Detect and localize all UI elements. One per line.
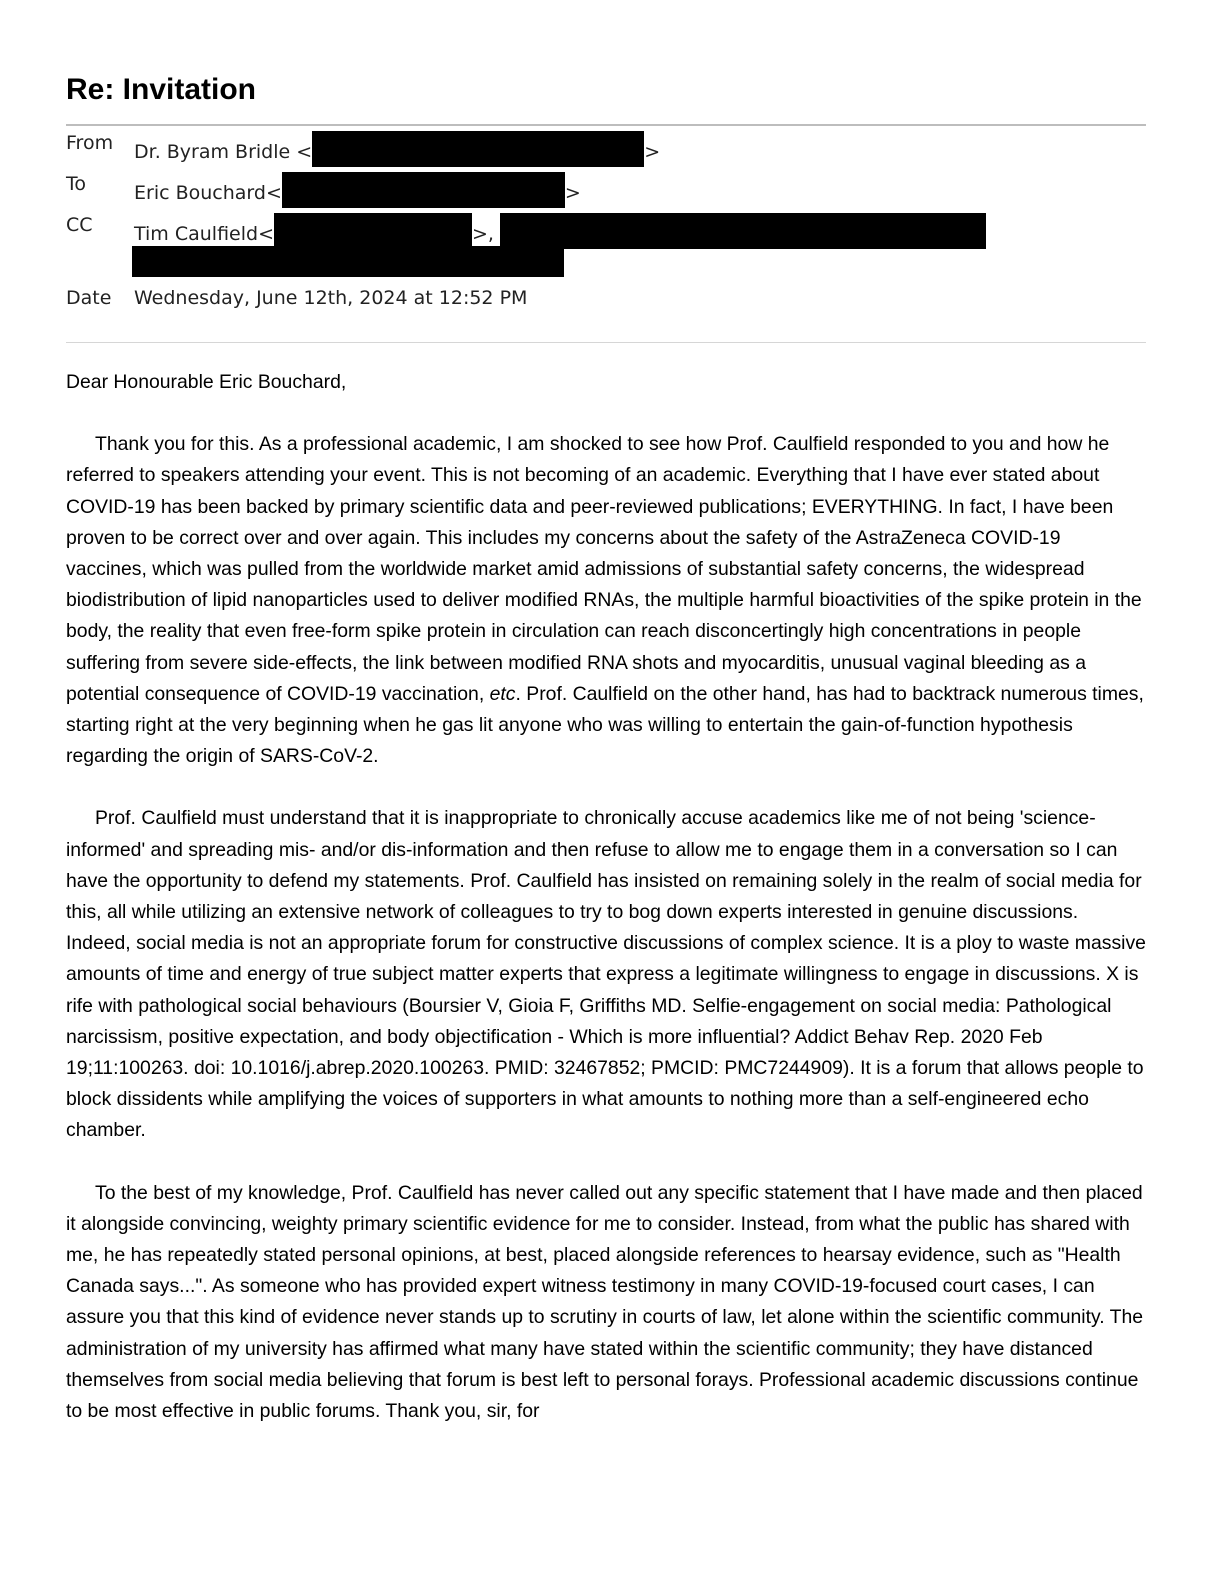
cc-name: Tim Caulfield (134, 223, 259, 245)
cc-bracket-open: < (258, 223, 274, 245)
redaction-cc-email-3 (132, 246, 564, 277)
redaction-to-email (282, 172, 565, 208)
salutation: Dear Honourable Eric Bouchard, (66, 371, 347, 393)
cc-value (134, 213, 986, 249)
redaction-cc-email-1 (274, 213, 472, 249)
to-value (134, 172, 581, 208)
from-name: Dr. Byram Bridle (134, 141, 291, 163)
body-paragraph-2: Prof. Caulfield must understand that it is inappropriate to chronically accuse academics like me of not being 'science-informed' and spreading mis- and/or dis-information and then refuse to allow me to engage them in a conversation so I can have the opportunity to defend my statements. Prof. Caulfield has insisted on remaining solely in the realm of social media for this, all while utilizing an extensive network of colleagues to try to bog down experts interested in genuine discussions. Indeed, social media is not an appropriate forum for constructive discussions of complex science. It is a ploy to waste massive amounts of time and energy of true subject matter experts that express a legitimate willingness to engage in discussions. X is rife with pathological social behaviours (Boursier V, Gioia F, Griffiths MD. Selfie-engagement on social media: Pathological narcissism, positive expectation, and body objectification - Which is more influential? Addict Behav Rep. 2020 Feb 19;11:100263. doi: 10.1016/j.abrep.2020.100263. PMID: 32467852; PMCID: PMC7244909). It is a forum that allows people to block dissidents while amplifying the voices of supporters in what amounts to nothing more than a self-engineered echo chamber. (66, 807, 1146, 1142)
body-paragraph-1 (66, 429, 1146, 772)
date-row (66, 281, 1146, 322)
from-value (134, 131, 660, 167)
to-label: To (66, 173, 87, 195)
paragraph-1-emphasis: etc (489, 682, 516, 705)
email-subject: Re: Invitation (66, 73, 257, 106)
email-body (66, 367, 1146, 1427)
redaction-cc-email-2 (500, 213, 986, 249)
to-name: Eric Bouchard (134, 182, 266, 204)
paragraph-1-text: Thank you for this. As a professional academic, I am shocked to see how Prof. Caulfield responded to you and how he referred to speakers attending your event. This is not becoming of an academic. Everything that I have ever stated about COVID-19 has been backed by primary scientific data and peer-reviewed publications; EVERYTHING. In fact, I have been proven to be correct over and over again. This includes my concerns about the safety of the AstraZeneca COVID-19 vaccines, which was pulled from the worldwide market amid admissions of substantial safety concerns, the widespread biodistribution of lipid nanoparticles used to deliver modified RNAs, the multiple harmful bioactivities of the spike protein in the body, the reality that even free-form spike protein in circulation can reach disconcertingly high concentrations in people suffering from severe side-effects, the link between modified RNA shots and myocarditis, unusual vaginal bleeding as a potential consequence of COVID-19 vaccination, (66, 433, 1142, 705)
header-divider-bottom (66, 342, 1146, 343)
date-label: Date (66, 287, 112, 309)
to-bracket-close: > (564, 182, 581, 204)
body-paragraph-3: To the best of my knowledge, Prof. Caulfield has never called out any specific statement that I have made and then placed it alongside convincing, weighty primary scientific evidence for me to consider. Instead, from what the public has shared with me, he has repeatedly stated personal opinions, at best, placed alongside references to hearsay evidence, such as "Health Canada says...". As someone who has provided expert witness testimony in many COVID-19-focused court cases, I can assure you that this kind of evidence never stands up to scrutiny in courts of law, let alone within the scientific community. The administration of my university has affirmed what many have stated within the scientific community; they have distanced themselves from social media believing that forum is best left to personal forays. Professional academic discussions continue to be most effective in public forums. Thank you, sir, for (66, 1181, 1144, 1423)
cc-bracket-close: >, (472, 223, 494, 245)
from-row (66, 126, 1146, 167)
cc-label: CC (66, 214, 93, 236)
from-bracket-open: < (296, 141, 313, 163)
redaction-from-email (312, 131, 644, 167)
from-bracket-close: > (644, 141, 661, 163)
paragraph-1-text-end: . Prof. Caulfield on the other hand, has had to backtrack numerous times, starting right at the very beginning when he gas lit anyone who was willing to entertain the gain-of-function hypothesis regarding the origin of SARS-CoV-2. (66, 682, 1144, 768)
cc-row (66, 208, 1146, 281)
email-header-block (66, 126, 1146, 322)
email-document (66, 72, 1146, 1427)
date-value: Wednesday, June 12th, 2024 at 12:52 PM (134, 287, 528, 309)
to-row (66, 167, 1146, 208)
to-bracket-open: < (265, 182, 282, 204)
from-label: From (66, 132, 114, 154)
